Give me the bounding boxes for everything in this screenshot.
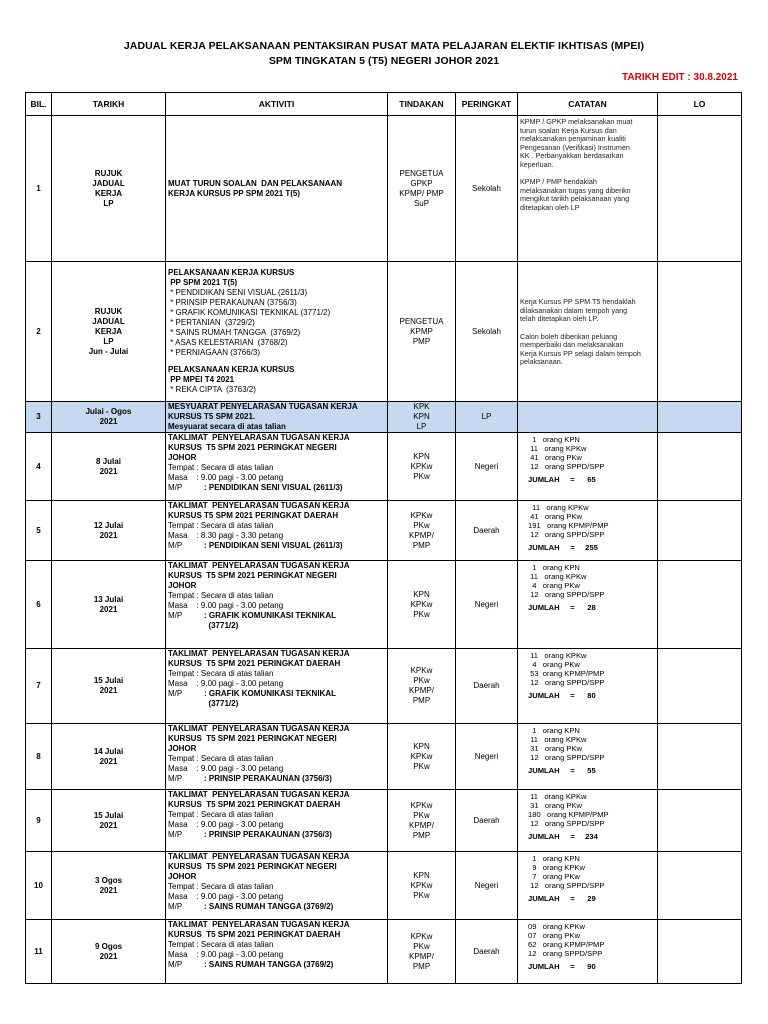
catatan-counts: 1 orang KPN 11 orang KPKw 4 orang PKw 12 orang SPPD/SPP (530, 563, 605, 599)
catatan-counts: 11 orang KPKw 31 orang PKw 180 orang KPMP/PMP 12 orang SPPD/SPP (528, 792, 609, 828)
row-peringkat: Sekolah (456, 262, 518, 402)
row-catatan (518, 852, 658, 920)
mp-value: : GRAFIK KOMUNIKASI TEKNIKAL (3771/2) (204, 689, 336, 708)
catatan-counts: 1 orang KPN 9 orang KPKw 7 orang PKw 12 orang SPPD/SPP (530, 854, 605, 890)
row-lo (658, 402, 742, 433)
row-bil: 9 (26, 790, 52, 852)
row-bil: 11 (26, 920, 52, 984)
catatan-counts: 1 orang KPN 11 orang KPKw 41 orang PKw 12 orang SPPD/SPP (530, 435, 605, 471)
row-tindakan: PENGETUA KPMP PMP (388, 262, 456, 402)
row-bil: 8 (26, 724, 52, 790)
table-row (26, 501, 742, 561)
row-bil: 4 (26, 433, 52, 501)
catatan-jumlah: JUMLAH = 234 (528, 832, 598, 841)
row-catatan (518, 501, 658, 561)
table-row (26, 433, 742, 501)
aktiviti-tempat: Tempat : Secara di atas talian (168, 882, 274, 891)
catatan-jumlah: JUMLAH = 29 (528, 894, 596, 903)
mp-label: M/P (168, 611, 183, 620)
row-bil: 1 (26, 116, 52, 262)
row-lo (658, 262, 742, 402)
mp-label: M/P (168, 541, 183, 550)
row-bil: 7 (26, 649, 52, 724)
aktiviti-items-2: * REKA CIPTA (3763/2) (168, 385, 256, 394)
row-lo (658, 920, 742, 984)
mp-value: : GRAFIK KOMUNIKASI TEKNIKAL (3771/2) (204, 611, 336, 630)
aktiviti-tempat: Tempat : Secara di atas talian (168, 810, 274, 819)
table-row (26, 920, 742, 984)
aktiviti-heading: TAKLIMAT PENYELARASAN TUGASAN KERJA KURSUS T5 SPM 2021 PERINGKAT DAERAH (168, 790, 350, 809)
document-subtitle: SPM TINGKATAN 5 (T5) NEGERI JOHOR 2021 (268, 55, 500, 67)
row-bil: 10 (26, 852, 52, 920)
mp-value: : PRINSIP PERAKAUNAN (3756/3) (204, 830, 332, 839)
row-aktiviti (166, 561, 388, 649)
row-catatan (518, 561, 658, 649)
schedule-table (25, 92, 742, 984)
aktiviti-masa: Masa : 9.00 pagi - 3.00 petang (168, 820, 284, 829)
row-peringkat: Daerah (456, 790, 518, 852)
aktiviti-mp (168, 960, 385, 970)
aktiviti-mp (168, 611, 385, 631)
aktiviti-heading-2: PELAKSANAAN KERJA KURSUS PP MPEI T4 2021 (168, 365, 295, 384)
aktiviti-tempat: Tempat : Secara di atas talian (168, 521, 274, 530)
col-header-lo: LO (658, 93, 742, 116)
catatan-counts: 1 orang KPN 11 orang KPKw 31 orang PKw 12 orang SPPD/SPP (530, 726, 605, 762)
row-catatan (518, 402, 658, 433)
row-lo (658, 501, 742, 561)
aktiviti-masa: Masa : 9.00 pagi - 3.00 petang (168, 892, 284, 901)
table-row (26, 262, 742, 402)
row-catatan (518, 433, 658, 501)
row-peringkat: Sekolah (456, 116, 518, 262)
document-title: JADUAL KERJA PELAKSANAAN PENTAKSIRAN PUSAT MATA PELAJARAN ELEKTIF IKHTISAS (MPEI) (123, 40, 645, 52)
aktiviti-tempat: Tempat : Secara di atas talian (168, 940, 274, 949)
aktiviti-tempat: Tempat : Secara di atas talian (168, 591, 274, 600)
row-peringkat: Negeri (456, 433, 518, 501)
mp-value: : SAINS RUMAH TANGGA (3769/2) (204, 902, 334, 911)
row-tarikh: RUJUK JADUAL KERJA LP (52, 116, 166, 262)
row-peringkat: Negeri (456, 561, 518, 649)
row-lo (658, 433, 742, 501)
aktiviti-masa: Masa : 9.00 pagi - 3.00 petang (168, 679, 284, 688)
row-catatan: KPMP / GPKP melaksanakan muat turun soalan Kerja Kursus dan melaksanakan penjaminan kualiti Pengesanan (Verifikasi) Instrumen KK . Perbanyakkan berdasarkan keperluan. KPMP / PMP hendaklah melaksanakan tugas yang diberikn mengikut tarikh pelaksanaan yang ditetapkan oleh LP (518, 116, 658, 262)
row-aktiviti (166, 790, 388, 852)
row-aktiviti (166, 501, 388, 561)
row-bil: 3 (26, 402, 52, 433)
row-lo (658, 649, 742, 724)
aktiviti-masa: Masa : 9.00 pagi - 3.00 petang (168, 764, 284, 773)
aktiviti-heading: TAKLIMAT PENYELARASAN TUGASAN KERJA KURSUS T5 SPM 2021 PERINGKAT NEGERI JOHOR (168, 561, 350, 590)
col-header-bil: BIL. (26, 93, 52, 116)
aktiviti-heading: TAKLIMAT PENYELARASAN TUGASAN KERJA KURSUS T5 SPM 2021 PERINGKAT DAERAH (168, 649, 350, 668)
row-tarikh: Julai - Ogos 2021 (52, 402, 166, 433)
row-tindakan: KPN KPKw PKw (388, 561, 456, 649)
row-peringkat: Negeri (456, 852, 518, 920)
row-tindakan: KPKw PKw KPMP/ PMP (388, 649, 456, 724)
aktiviti-heading: TAKLIMAT PENYELARASAN TUGASAN KERJA KURSUS T5 SPM 2021 PERINGKAT NEGERI JOHOR (168, 433, 350, 462)
mp-label: M/P (168, 830, 183, 839)
mp-value: : PENDIDIKAN SENI VISUAL (2611/3) (204, 483, 343, 492)
row-bil: 5 (26, 501, 52, 561)
mp-value: : PENDIDIKAN SENI VISUAL (2611/3) (204, 541, 343, 550)
aktiviti-mp (168, 541, 385, 551)
aktiviti-mp (168, 902, 385, 912)
mp-value: : PRINSIP PERAKAUNAN (3756/3) (204, 774, 332, 783)
aktiviti-masa: Masa : 9.00 pagi - 3.00 petang (168, 601, 284, 610)
row-tarikh: 9 Ogos 2021 (52, 920, 166, 984)
mp-value: : SAINS RUMAH TANGGA (3769/2) (204, 960, 334, 969)
aktiviti-mp (168, 774, 385, 784)
row-peringkat: Daerah (456, 920, 518, 984)
table-row (26, 724, 742, 790)
aktiviti-mp (168, 483, 385, 493)
table-row (26, 852, 742, 920)
row-aktiviti (166, 433, 388, 501)
row-peringkat: Daerah (456, 501, 518, 561)
row-tindakan: KPN KPKw PKw (388, 852, 456, 920)
col-header-peringkat: PERINGKAT (456, 93, 518, 116)
row-tarikh: 15 Julai 2021 (52, 649, 166, 724)
aktiviti-heading: TAKLIMAT PENYELARASAN TUGASAN KERJA KURSUS T5 SPM 2021 PERINGKAT DAERAH (168, 501, 350, 520)
col-header-catatan: CATATAN (518, 93, 658, 116)
col-header-aktiviti: AKTIVITI (166, 93, 388, 116)
row-tarikh: 15 Julai 2021 (52, 790, 166, 852)
row-peringkat: Negeri (456, 724, 518, 790)
row-tindakan: KPKw PKw KPMP/ PMP (388, 920, 456, 984)
table-row (26, 561, 742, 649)
aktiviti-heading: PELAKSANAAN KERJA KURSUS PP SPM 2021 T(5) (168, 268, 295, 287)
aktiviti-masa: Masa : 9.00 pagi - 3.00 petang (168, 950, 284, 959)
catatan-jumlah: JUMLAH = 28 (528, 603, 596, 612)
aktiviti-masa: Masa : 9.00 pagi - 3.00 petang (168, 473, 284, 482)
aktiviti-heading: MUAT TURUN SOALAN DAN PELAKSANAAN KERJA KURSUS PP SPM 2021 T(5) (168, 178, 343, 198)
catatan-jumlah: JUMLAH = 65 (528, 475, 596, 484)
row-lo (658, 116, 742, 262)
table-header-row (26, 93, 742, 116)
aktiviti-tempat: Tempat : Secara di atas talian (168, 463, 274, 472)
row-aktiviti (166, 724, 388, 790)
row-catatan (518, 649, 658, 724)
row-catatan (518, 724, 658, 790)
catatan-jumlah: JUMLAH = 55 (528, 766, 596, 775)
col-header-tindakan: TINDAKAN (388, 93, 456, 116)
row-tindakan: PENGETUA GPKP KPMP/ PMP SuP (388, 116, 456, 262)
row-tarikh: 13 Julai 2021 (52, 561, 166, 649)
aktiviti-heading: TAKLIMAT PENYELARASAN TUGASAN KERJA KURSUS T5 SPM 2021 PERINGKAT NEGERI JOHOR (168, 724, 350, 753)
row-aktiviti (166, 402, 388, 433)
col-header-tarikh: TARIKH (52, 93, 166, 116)
mp-label: M/P (168, 483, 183, 492)
edit-date: TARIKH EDIT : 30.8.2021 (622, 72, 738, 83)
catatan-counts: 11 orang KPKw 41 orang PKw 191 orang KPMP/PMP 12 orang SPPD/SPP (528, 503, 609, 539)
row-aktiviti (166, 852, 388, 920)
aktiviti-heading: MESYUARAT PENYELARASAN TUGASAN KERJA KURSUS T5 SPM 2021. Mesyuarat secara di atas talian (168, 402, 358, 431)
aktiviti-gap (168, 358, 385, 365)
aktiviti-items: * PENDIDIKAN SENI VISUAL (2611/3) * PRINSIP PERAKAUNAN (3756/3) * GRAFIK KOMUNIKASI TEKNIKAL (3771/2) * PERTANIAN (3729/2) * SAINS RUMAH TANGGA (3769/2) * ASAS KELESTARIAN (3768/2) * PERNIAGAAN (3766/3) (170, 288, 331, 357)
row-peringkat: LP (456, 402, 518, 433)
row-catatan (518, 790, 658, 852)
mp-label: M/P (168, 689, 183, 698)
table-row (26, 790, 742, 852)
catatan-jumlah: JUMLAH = 255 (528, 543, 598, 552)
row-peringkat: Daerah (456, 649, 518, 724)
row-aktiviti (166, 116, 388, 262)
aktiviti-mp (168, 689, 385, 709)
row-lo (658, 724, 742, 790)
row-tarikh: RUJUK JADUAL KERJA LP Jun - Julai (52, 262, 166, 402)
row-tarikh: 3 Ogos 2021 (52, 852, 166, 920)
aktiviti-masa: Masa : 8.30 pagi - 3.30 petang (168, 531, 284, 540)
row-lo (658, 852, 742, 920)
aktiviti-tempat: Tempat : Secara di atas talian (168, 754, 274, 763)
mp-label: M/P (168, 902, 183, 911)
table-row (26, 116, 742, 262)
table-row (26, 649, 742, 724)
row-tindakan: KPKw PKw KPMP/ PMP (388, 501, 456, 561)
row-tindakan: KPN KPKw PKw (388, 433, 456, 501)
row-aktiviti (166, 920, 388, 984)
aktiviti-heading: TAKLIMAT PENYELARASAN TUGASAN KERJA KURSUS T5 SPM 2021 PERINGKAT NEGERI JOHOR (168, 852, 350, 881)
row-tarikh: 8 Julai 2021 (52, 433, 166, 501)
catatan-counts: 11 orang KPKw 4 orang PKw 53 orang KPMP/PMP 12 orang SPPD/SPP (530, 651, 605, 687)
catatan-jumlah: JUMLAH = 90 (528, 962, 596, 971)
aktiviti-heading: TAKLIMAT PENYELARASAN TUGASAN KERJA KURSUS T5 SPM 2021 PERINGKAT DAERAH (168, 920, 350, 939)
row-tarikh: 12 Julai 2021 (52, 501, 166, 561)
row-lo (658, 790, 742, 852)
catatan-counts: 09 orang KPKw 07 orang PKw 62 orang KPMP/PMP 12 orang SPPD/SPP (528, 922, 605, 958)
row-bil: 2 (26, 262, 52, 402)
row-tindakan: KPKw PKw KPMP/ PMP (388, 790, 456, 852)
mp-label: M/P (168, 960, 183, 969)
row-catatan: Kerja Kursus PP SPM T5 hendaklah dilaksanakan dalam tempoh yang telah ditetapkan oleh LP. Calon boleh diberikan peluang memperbaiki dan melaksanakan Kerja Kursus PP selagi dalam tempoh pelaksanaan. (518, 262, 658, 402)
aktiviti-mp (168, 830, 385, 840)
row-aktiviti (166, 262, 388, 402)
table-row (26, 402, 742, 433)
row-catatan (518, 920, 658, 984)
row-lo (658, 561, 742, 649)
row-tarikh: 14 Julai 2021 (52, 724, 166, 790)
mp-label: M/P (168, 774, 183, 783)
catatan-jumlah: JUMLAH = 80 (528, 691, 596, 700)
row-tindakan: KPN KPKw PKw (388, 724, 456, 790)
row-aktiviti (166, 649, 388, 724)
aktiviti-tempat: Tempat : Secara di atas talian (168, 669, 274, 678)
row-tindakan: KPK KPN LP (388, 402, 456, 433)
row-bil: 6 (26, 561, 52, 649)
